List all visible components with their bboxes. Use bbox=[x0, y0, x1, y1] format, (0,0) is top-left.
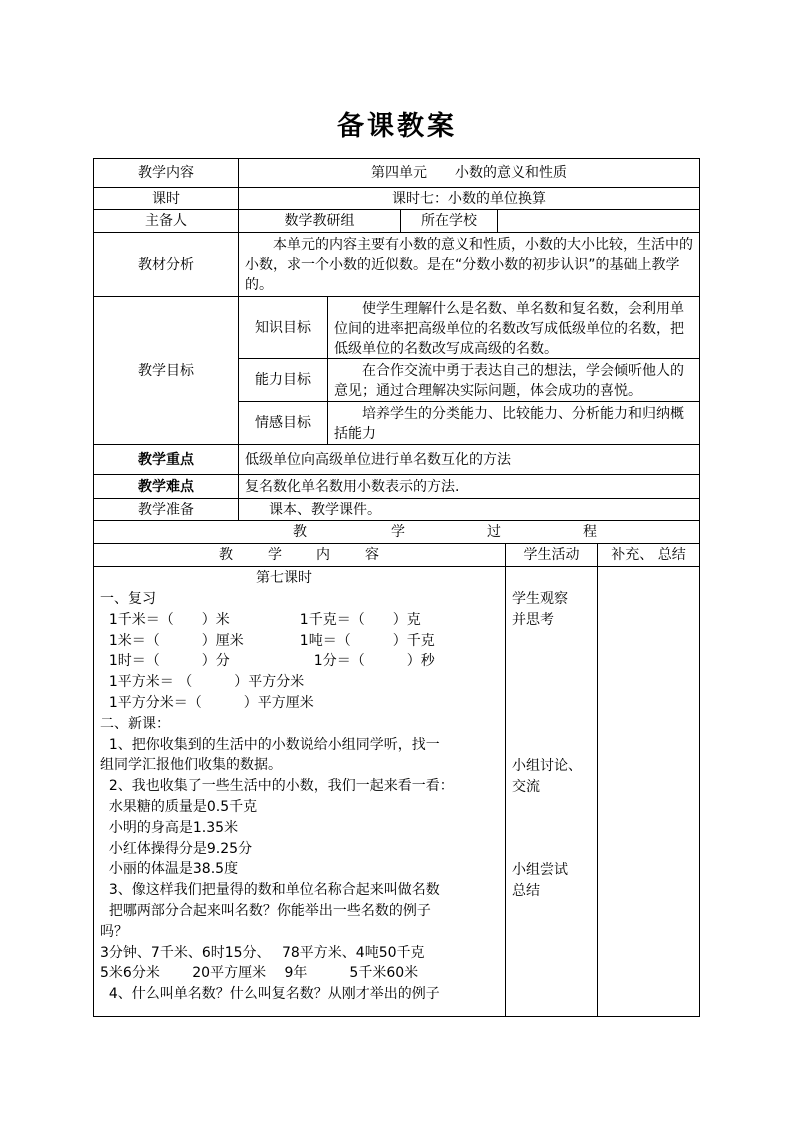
process-line: 2、我也收集了一些生活中的小数，我们一起来看一看： bbox=[100, 778, 454, 795]
preparer-value: 数学教研组 bbox=[238, 209, 401, 233]
process-line: 1平方分米＝（ ）平方厘米 bbox=[100, 694, 314, 711]
knowledge-label: 知识目标 bbox=[238, 296, 328, 359]
process-heading bbox=[93, 520, 700, 544]
content-header-char: 内 bbox=[316, 547, 330, 563]
school-value bbox=[497, 209, 700, 233]
key-point-label: 教学重点 bbox=[93, 444, 239, 475]
ability-label: 能力目标 bbox=[238, 358, 328, 402]
process-line: 小红体操得分是9.25分 bbox=[100, 840, 253, 857]
process-line: 水果糖的质量是0.5千克 bbox=[100, 798, 258, 815]
process-line: 吗？ bbox=[100, 923, 128, 940]
content-label: 教学内容 bbox=[93, 158, 239, 188]
process-line: 1、把你收集到的生活中的小数说给小组同学听，找一 bbox=[100, 736, 440, 753]
period-label: 课时 bbox=[93, 187, 239, 210]
process-line: 组同学汇报他们收集的数据。 bbox=[100, 757, 282, 774]
process-line: 4、什么叫单名数？什么叫复名数？从刚才举出的例子 bbox=[100, 986, 440, 1003]
student-activity: 小组尝试 总结 bbox=[512, 862, 568, 899]
process-heading-char: 程 bbox=[583, 524, 597, 540]
process-line: 1时＝（ ）分 1分＝（ ）秒 bbox=[100, 653, 435, 670]
objectives-label: 教学目标 bbox=[93, 296, 239, 445]
difficulty-value: 复名数化单名数用小数表示的方法. bbox=[238, 474, 700, 499]
analysis-text: 本单元的内容主要有小数的意义和性质，小数的大小比较，生活中的小数，求一个小数的近似数。是在“分数小数的初步认识”的基础上教学的。 bbox=[238, 232, 700, 297]
process-heading-char: 教 bbox=[293, 524, 307, 540]
process-line: 1千米＝（ ）米 1千克＝（ ）克 bbox=[100, 611, 421, 628]
student-activity: 学生观察 并思考 bbox=[512, 591, 568, 628]
process-line: 小明的身高是1.35米 bbox=[100, 819, 239, 836]
process-line: 小丽的体温是38.5度 bbox=[100, 861, 239, 878]
process-line: 3、像这样我们把量得的数和单位名称合起来叫做名数 bbox=[100, 882, 440, 899]
difficulty-label: 教学难点 bbox=[93, 474, 239, 499]
summary-cell bbox=[597, 566, 700, 1017]
student-activity: 小组讨论、 交流 bbox=[512, 758, 582, 795]
lesson-title: 第七课时 bbox=[256, 570, 312, 586]
period-value: 课时七：小数的单位换算 bbox=[238, 187, 700, 210]
process-heading-char: 学 bbox=[391, 524, 405, 540]
process-line: 把哪两部分合起来叫名数？你能举出一些名数的例子 bbox=[100, 902, 431, 919]
preparer-label: 主备人 bbox=[93, 209, 239, 233]
preparation-value: 课本、教学课件。 bbox=[238, 498, 700, 521]
document-title: 备课教案 bbox=[337, 111, 457, 142]
content-header-char: 教 bbox=[219, 547, 233, 563]
process-lines bbox=[94, 588, 505, 1005]
content-column-header bbox=[93, 543, 506, 567]
ability-text: 在合作交流中勇于表达自己的想法，学会倾听他人的意见；通过合理解决实际问题，体会成功的喜悦。 bbox=[327, 358, 700, 402]
school-label: 所在学校 bbox=[400, 209, 498, 233]
content-header-char: 学 bbox=[268, 547, 282, 563]
process-heading-char: 过 bbox=[487, 524, 501, 540]
emotion-text: 培养学生的分类能力、比较能力、分析能力和归纳概括能力 bbox=[327, 401, 700, 445]
process-line: 1平方米＝ （ ）平方分米 bbox=[100, 674, 305, 691]
process-content-cell bbox=[93, 566, 506, 1017]
content-value: 第四单元 小数的意义和性质 bbox=[238, 158, 700, 188]
student-column-header: 学生活动 bbox=[505, 543, 598, 567]
content-header-char: 容 bbox=[365, 547, 379, 563]
knowledge-text: 使学生理解什么是名数、单名数和复名数，会利用单位间的进率把高级单位的名数改写成低级单位的名数，把低级单位的名数改写成高级的名数。 bbox=[327, 296, 700, 359]
summary-column-header: 补充、 总结 bbox=[597, 543, 700, 567]
analysis-label: 教材分析 bbox=[93, 232, 239, 297]
emotion-label: 情感目标 bbox=[238, 401, 328, 445]
preparation-label: 教学准备 bbox=[93, 498, 239, 521]
key-point-value: 低级单位向高级单位进行单名数互化的方法 bbox=[238, 444, 700, 475]
process-line: 1米＝（ ）厘米 1吨＝（ ）千克 bbox=[100, 632, 435, 649]
process-line: 5米6分米 20平方厘米 9年 5千米60米 bbox=[100, 965, 419, 982]
process-line: 3分钟、7千米、6时15分、 78平方米、4吨50千克 bbox=[100, 944, 425, 961]
process-line: 二、新课： bbox=[100, 715, 170, 732]
process-line: 一、复习 bbox=[100, 591, 156, 607]
student-activity-cell bbox=[505, 566, 598, 1017]
